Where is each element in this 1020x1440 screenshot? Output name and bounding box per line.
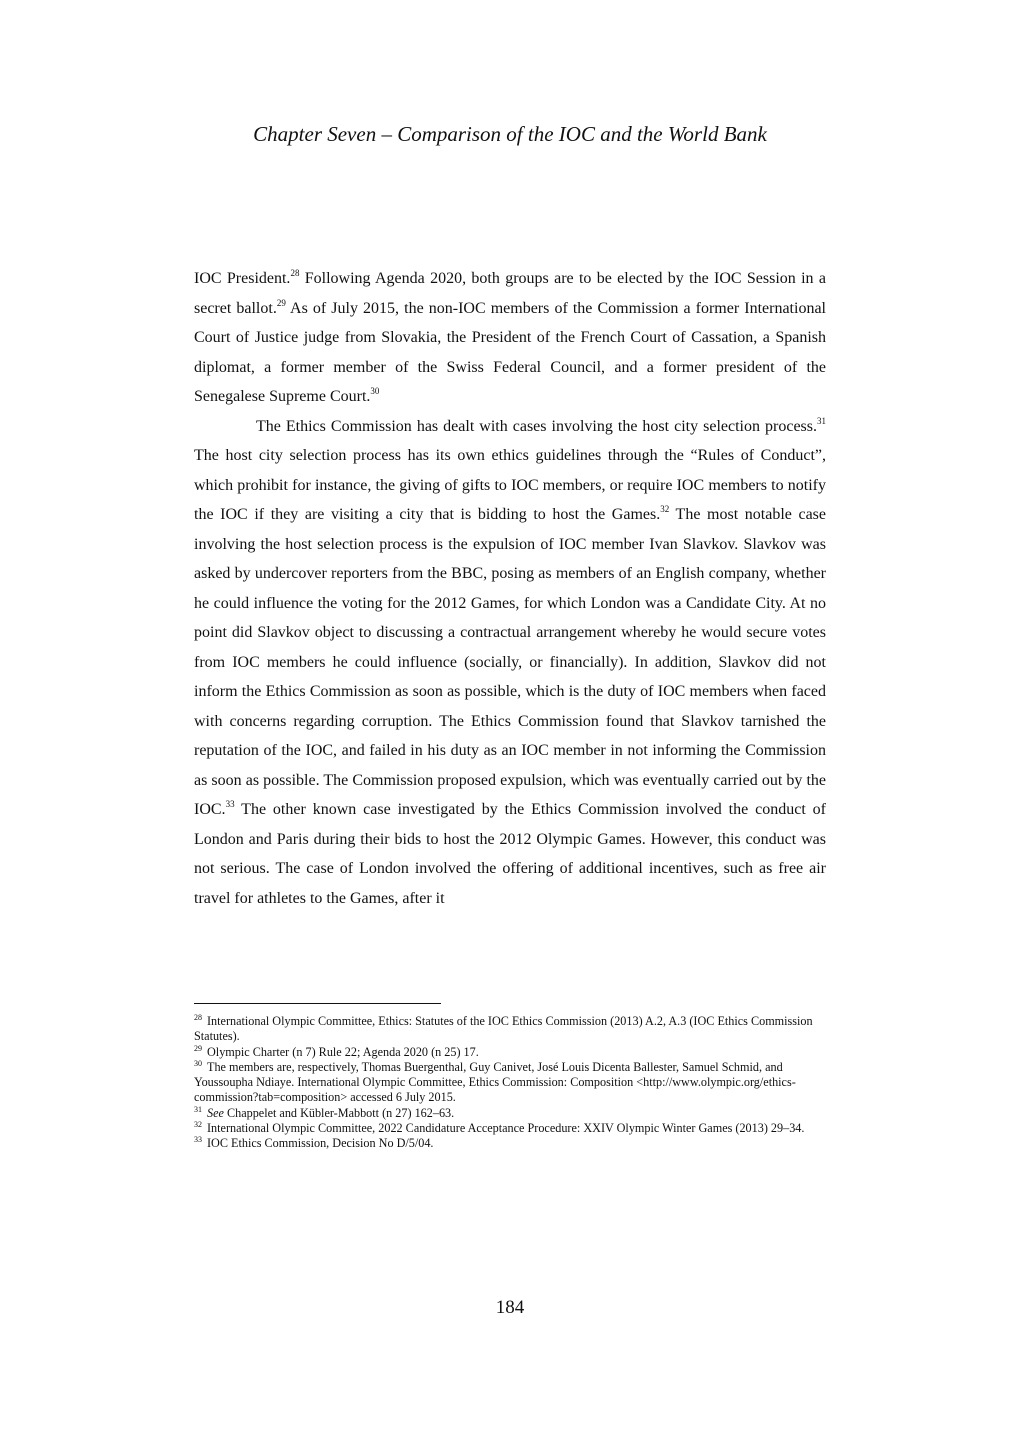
footnote-text: Olympic Charter (n 7) Rule 22; Agenda 2020 (n 25) 17.: [207, 1044, 479, 1059]
footnote-31: [194, 1106, 826, 1121]
footnotes: [194, 1014, 826, 1152]
footnote-signal: See: [207, 1105, 224, 1120]
footnote-number: 33: [194, 1135, 202, 1145]
footnote-ref-30[interactable]: 30: [370, 386, 380, 396]
paragraph-2: [194, 412, 826, 914]
text-span: The Ethics Commission has dealt with cases involving the host city selection process.: [256, 417, 817, 435]
paragraph-1: [194, 264, 826, 412]
footnote-ref-32[interactable]: 32: [660, 504, 670, 514]
footnote-number: 31: [194, 1104, 202, 1114]
text-span: The most notable case involving the host selection process is the expulsion of IOC member Ivan Slavkov. Slavkov was asked by undercover reporters from the BBC, posing as members of an English company, whether he could influence the voting for the 2012 Games, for which London was a Candidate City. At no point did Slavkov object to discussing a contractual arrangement whereby he would secure votes from IOC members he could influence (socially, or financially). In addition, Slavkov did not inform the Ethics Commission as soon as possible, which is the duty of IOC members when faced with concerns regarding corruption. The Ethics Commission found that Slavkov tarnished the reputation of the IOC, and failed in his duty as an IOC member in not informing the Commission as soon as possible. The Commission proposed expulsion, which was eventually carried out by the IOC.: [194, 506, 826, 818]
text-span: The host city selection process has its own ethics guidelines through the “Rules of Conduct”, which prohibit for instance, the giving of gifts to IOC members, or require IOC members to notify the IOC if they are visiting a city that is bidding to host the Games.: [194, 447, 826, 523]
footnote-30: [194, 1060, 826, 1106]
text-span: Following Agenda 2020, both groups are to be elected by the IOC Session in a secret ballot.: [194, 270, 826, 317]
footnote-text: IOC Ethics Commission, Decision No D/5/04.: [207, 1136, 434, 1151]
footnote-separator: [194, 1003, 441, 1004]
text-span: As of July 2015, the non-IOC members of the Commission a former International Court of Justice judge from Slovakia, the President of the French Court of Cassation, a Spanish diplomat, a former member of the Swiss Federal Council, and a former president of the Senegalese Supreme Court.: [194, 299, 826, 405]
footnote-text: International Olympic Committee, 2022 Candidature Acceptance Procedure: XXIV Olympic Winter Games (2013) 29–34.: [207, 1121, 805, 1136]
footnote-text: Chappelet and Kübler-Mabbott (n 27) 162–63.: [223, 1105, 455, 1120]
footnote-33: [194, 1136, 826, 1151]
footnote-28: [194, 1014, 826, 1045]
footnote-ref-29[interactable]: 29: [276, 297, 286, 308]
text-span: IOC President.: [194, 270, 291, 287]
text-span: The other known case investigated by the Ethics Commission involved the conduct of London and Paris during their bids to host the 2012 Olympic Games. However, this conduct was not serious. The case of London involved the offering of additional incentives, such as free air travel for athletes to the Games, after it: [194, 801, 826, 907]
page-number: 184: [495, 1297, 525, 1318]
footnote-ref-28[interactable]: 28: [290, 268, 300, 278]
footnote-number: 32: [194, 1120, 202, 1130]
footnote-ref-31[interactable]: 31: [817, 415, 826, 426]
footnote-number: 30: [194, 1058, 202, 1068]
footnote-number: 28: [194, 1013, 202, 1022]
footnote-32: [194, 1121, 826, 1136]
footnote-text: International Olympic Committee, Ethics: Statutes of the IOC Ethics Commission (2013) A.2, A.3 (IOC Ethics Commission Statutes).: [194, 1014, 813, 1044]
footnote-text: The members are, respectively, Thomas Buergenthal, Guy Canivet, José Louis Dicenta Ballester, Samuel Schmid, and Youssoupha Ndiaye. International Olympic Committee, Ethics Commission: Composition <http://www.olympic.org/ethics-commission?tab=composition> accessed 6 July 2015.: [194, 1059, 796, 1105]
body-text: [194, 264, 826, 913]
footnote-ref-33[interactable]: 33: [225, 799, 235, 809]
footnote-number: 29: [194, 1043, 202, 1053]
footnote-29: [194, 1045, 826, 1060]
running-header: Chapter Seven – Comparison of the IOC and the World Bank: [253, 122, 767, 146]
